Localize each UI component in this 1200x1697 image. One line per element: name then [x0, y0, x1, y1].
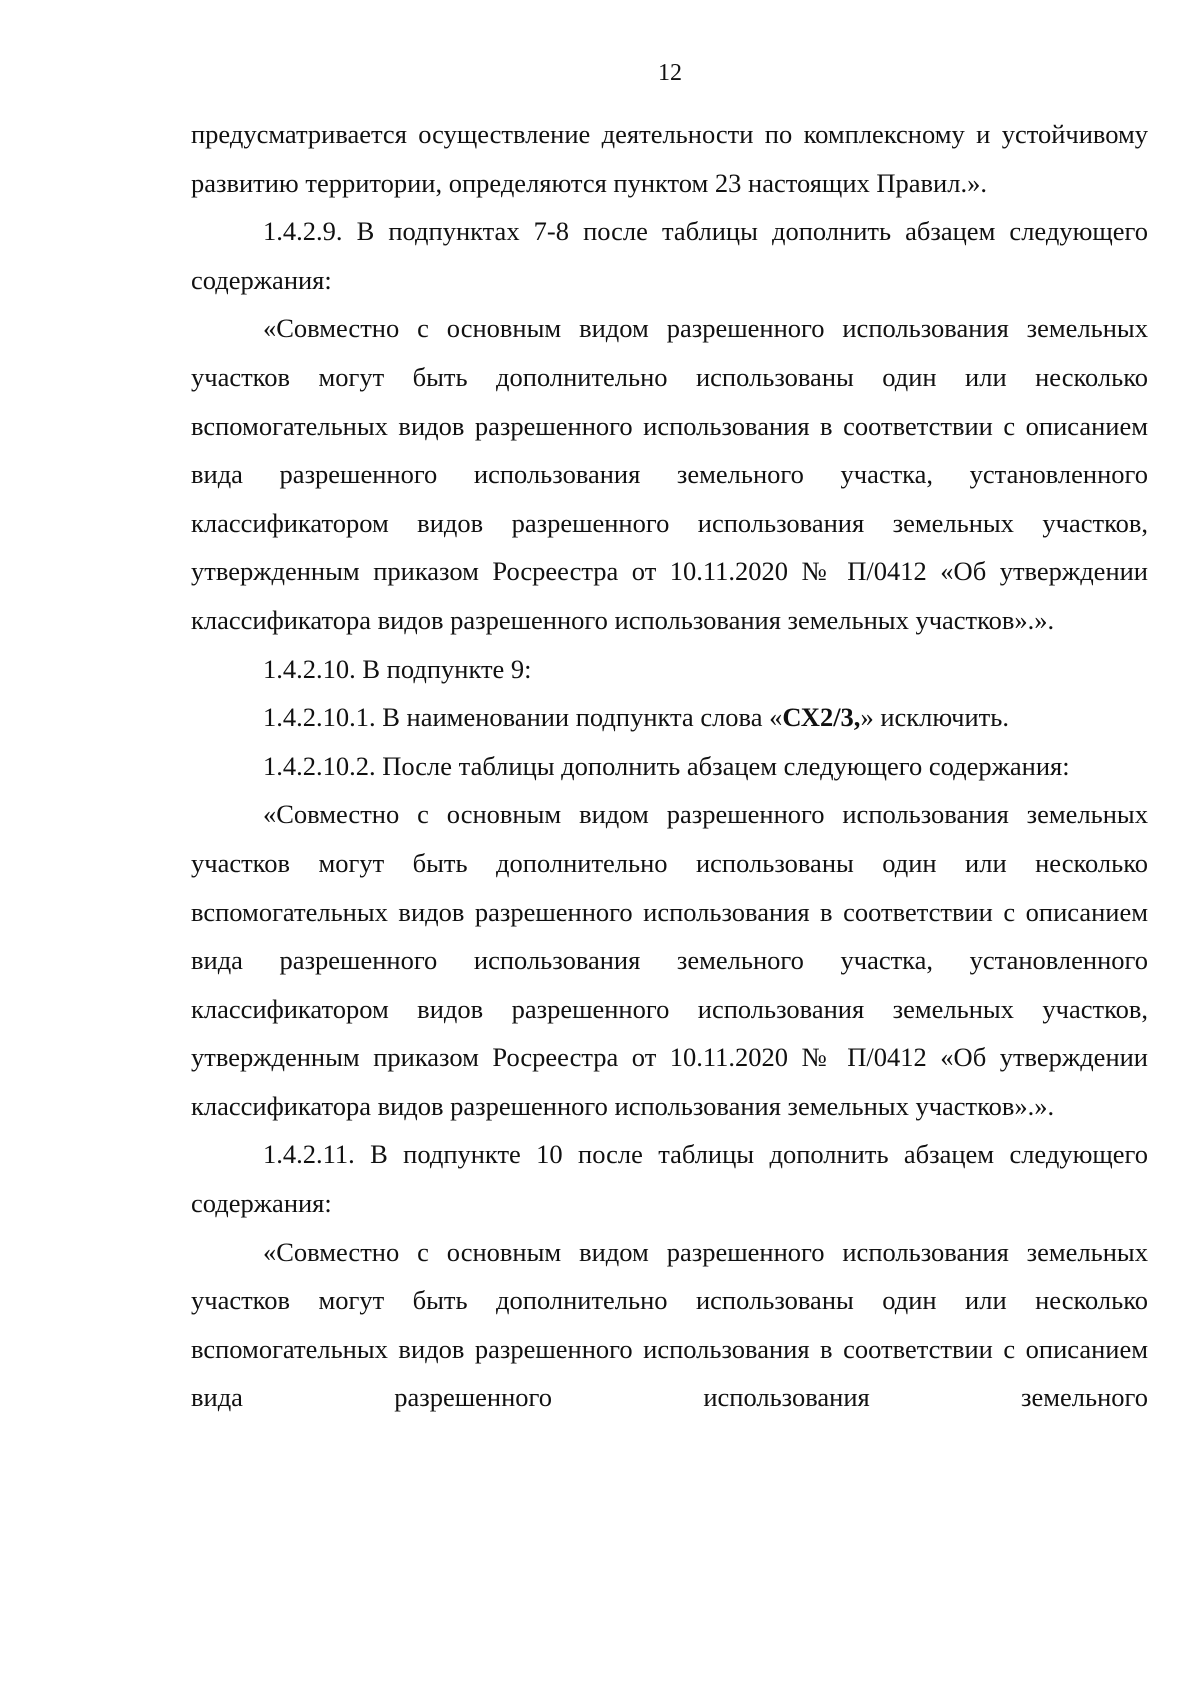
paragraph-quote-1: «Совместно с основным видом разрешенного использования земельных участков могут быть дополнительно использованы один или несколько вспомогательных видов разрешенного использования в соответствии с описанием вида разрешенного использования земельного участка, установленного классификатором видов разрешенного использования земельных участков, утвержденным приказом Росреестра от 10.11.2020 № П/0412 «Об утверждении классификатора видов разрешенного использования земельных участков».».	[191, 313, 1148, 635]
paragraph-1-4-2-10-1-lead: 1.4.2.10.1. В наименовании подпункта слова «	[263, 702, 783, 733]
paragraph-1-4-2-11: 1.4.2.11. В подпункте 10 после таблицы дополнить абзацем следующего содержания:	[191, 1139, 1148, 1219]
paragraph-continuation: предусматривается осуществление деятельности по комплексному и устойчивому развитию территории, определяются пунктом 23 настоящих Правил.».	[191, 119, 1148, 198]
document-body	[191, 110, 1148, 1422]
paragraph-1-4-2-10-1	[191, 693, 1148, 742]
bold-code-text: СХ2/3,	[782, 702, 861, 733]
paragraph-1-4-2-10-2: 1.4.2.10.2. После таблицы дополнить абзацем следующего содержания:	[263, 750, 1070, 781]
paragraph-quote-3: «Совместно с основным видом разрешенного использования земельных участков могут быть дополнительно использованы один или несколько вспомогательных видов разрешенного использования в соответствии с описанием вида разрешенного использования земельного	[191, 1236, 1148, 1413]
paragraph-1-4-2-9: 1.4.2.9. В подпунктах 7-8 после таблицы дополнить абзацем следующего содержания:	[191, 216, 1148, 295]
paragraph-1-4-2-10-1-tail: » исключить.	[860, 702, 1009, 733]
page-number: 12	[658, 60, 682, 86]
paragraph-1-4-2-10: 1.4.2.10. В подпункте 9:	[263, 653, 532, 684]
paragraph-quote-2: «Совместно с основным видом разрешенного использования земельных участков могут быть дополнительно использованы один или несколько вспомогательных видов разрешенного использования в соответствии с описанием вида разрешенного использования земельного участка, установленного классификатором видов разрешенного использования земельных участков, утвержденным приказом Росреестра от 10.11.2020 № П/0412 «Об утверждении классификатора видов разрешенного использования земельных участков».».	[191, 799, 1148, 1121]
